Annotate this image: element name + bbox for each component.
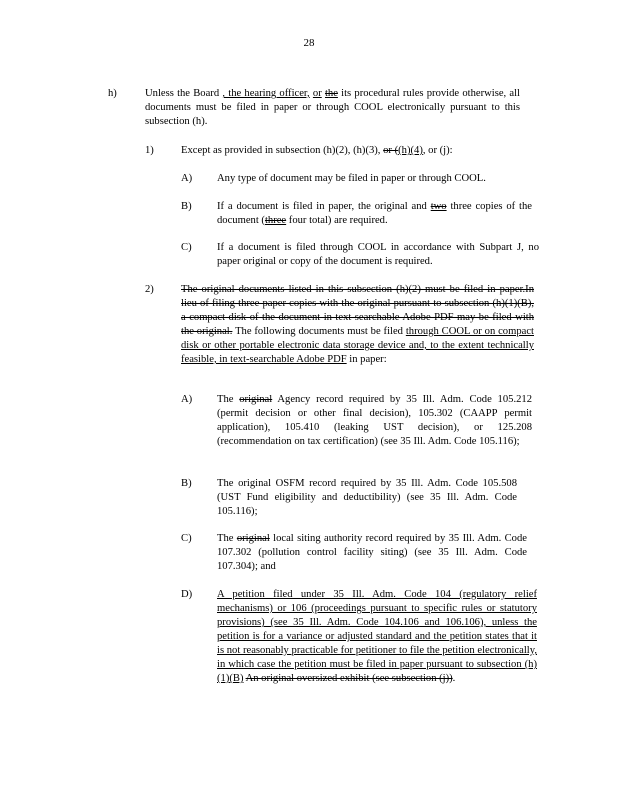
item-label-h2a: A) [181, 394, 193, 405]
item-label-h1c: C) [181, 242, 192, 253]
item-label-h2b: B) [181, 478, 192, 489]
item-label-h2: 2) [145, 284, 154, 295]
deleted-text: original [236, 533, 270, 544]
paragraph-h1b [217, 200, 532, 228]
paragraph-h2c [217, 532, 527, 574]
item-label-h2c: C) [181, 533, 192, 544]
text-segment: The [217, 533, 234, 544]
text-segment: . [452, 673, 456, 684]
deleted-text: or ( [383, 145, 399, 156]
item-label-h2d: D) [181, 589, 193, 600]
text-segment: in paper: [349, 354, 387, 365]
deleted-text: two [430, 201, 447, 212]
deleted-text: An original oversized exhibit (see subsection (j)) [245, 673, 453, 684]
paragraph-h2 [181, 283, 534, 367]
paragraph-h2b: The original OSFM record required by 35 Ill. Adm. Code 105.508 (UST Fund eligibility and deductibility) (see 35 Ill. Adm. Code 105.116); [217, 478, 517, 517]
paragraph-h1a: Any type of document may be filed in paper or through COOL. [217, 173, 486, 184]
paragraph-h1 [181, 144, 521, 158]
paragraph-h2a [217, 393, 532, 449]
text-segment: , or (j): [422, 145, 453, 156]
item-label-h1: 1) [145, 145, 154, 156]
text-segment: three copies of the document ( [217, 201, 533, 226]
deleted-text: The original documents listed in this subsection (h)(2) must be filed in paper.In lieu of filing three paper copies with the original pursuant to subsection (h)(1)(B), a compact disk of the document in text searchable Adobe PDF may be filed with the original. [181, 284, 534, 337]
deleted-text: three [264, 215, 287, 226]
text-segment: The following documents must be filed [235, 326, 403, 337]
paragraph-h [145, 87, 520, 129]
item-label-h1b: B) [181, 201, 192, 212]
text-segment: Agency record required by 35 Ill. Adm. Code 105.212 (permit decision or other final decision), 105.302 (CAAPP permit application), 105.410 (leaking UST decision), or 125.208 (recommendation on tax certification) (see 35 Ill. Adm. Code 105.116); [217, 394, 532, 447]
text-segment: If a document is filed in paper, the original and [217, 201, 427, 212]
inserted-text: through COOL or on compact disk or other portable electronic data storage device and, to the extent technically feasible, in text-searchable Adobe PDF [181, 326, 534, 365]
item-label-h1a: A) [181, 173, 193, 184]
text-segment: Unless the Board [145, 88, 220, 99]
item-label-h: h) [108, 88, 117, 99]
inserted-text: or [312, 88, 322, 99]
text-segment: The [217, 394, 234, 405]
inserted-text: (h)(4) [398, 145, 423, 156]
text-segment: local siting authority record required by 35 Ill. Adm. Code 107.302 (pollution control facility siting) (see 35 Ill. Adm. Code 107.304); and [217, 533, 527, 572]
paragraph-h2d [217, 588, 537, 686]
inserted-text: , the hearing officer, [222, 88, 310, 99]
inserted-text: A petition filed under 35 Ill. Adm. Code 104 (regulatory relief mechanisms) or 106 (proceedings pursuant to specific rules or statutory provisions) (see 35 Ill. Adm. Code 104.106 and 106.106), unless the petition is for a variance or adjusted standard and the petition states that it is not reasonably practicable for petitioner to file the petition electronically, in which case the petition must be filed in paper pursuant to subsection (h)(1)(B) [217, 589, 537, 684]
text-segment: its procedural rules provide otherwise, all documents must be filed in paper or through COOL electronically pursuant to this subsection (h). [145, 88, 520, 127]
deleted-text: the [324, 88, 338, 99]
page-number: 28 [303, 37, 315, 49]
deleted-text: original [239, 394, 273, 405]
text-segment: Except as provided in subsection (h)(2), (h)(3), [181, 145, 381, 156]
text-segment: four total) are required. [288, 215, 388, 226]
paragraph-h1c: If a document is filed through COOL in accordance with Subpart J, no paper original or copy of the document is required. [217, 242, 539, 267]
